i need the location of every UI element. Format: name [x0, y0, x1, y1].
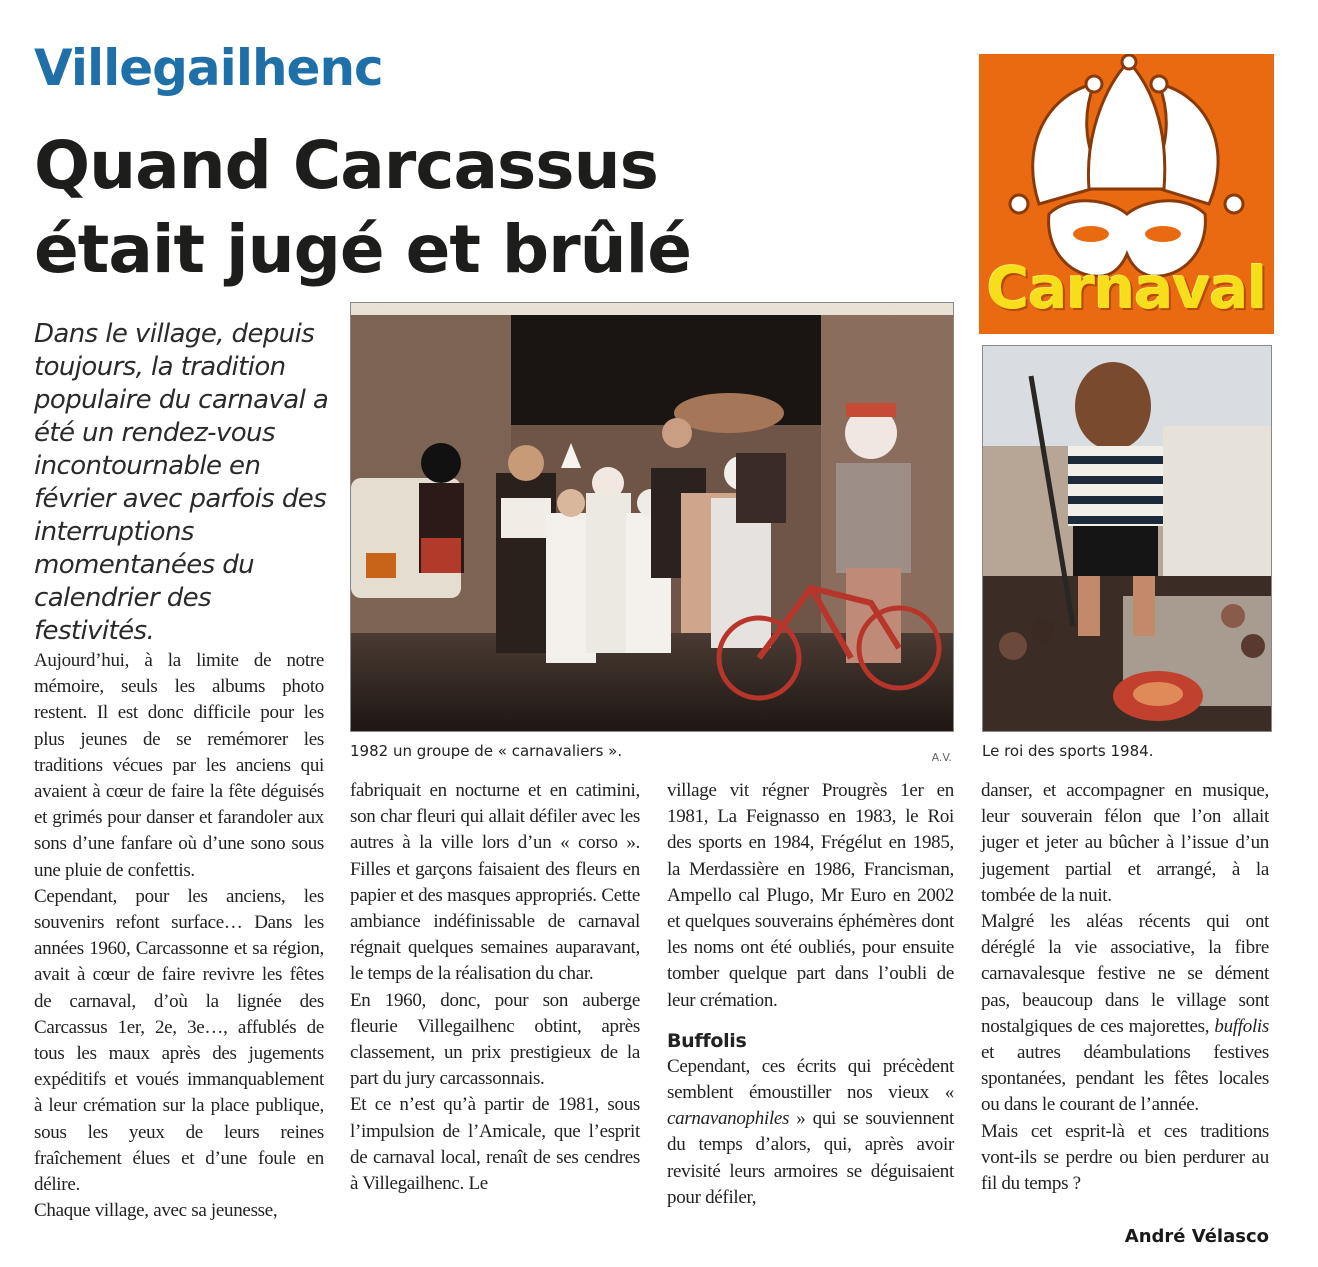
italic-term: carnavanophiles — [667, 1108, 790, 1130]
paragraph: Mais cet esprit-là et ces traditions vont-ils se perdre ou bien perdurer au fil du temps ? — [981, 1120, 1269, 1195]
article-column-1 — [34, 648, 324, 1224]
article-column-4 — [981, 778, 1269, 1197]
main-photo — [350, 302, 954, 732]
paragraph: Chaque village, avec sa jeunesse, — [34, 1200, 278, 1222]
headline-line-1: Quand Carcassus — [34, 127, 658, 204]
paragraph: Cependant, pour les anciens, les souvenirs refont surface… Dans les années 1960, Carcassonne et sa région, avait à cœur de faire revivre les fêtes de carnaval, d’où la lignée des Carcassus 1er, 2e, 3e…, affublés de tous les maux après des jugements expéditifs et voués immanquablement à leur crémation sur la place publique, sous les yeux de leurs reines fraîchement élues et d’une foule en délire. — [34, 885, 324, 1196]
paragraph: Et ce n’est qu’à partir de 1981, sous l’impulsion de l’Amicale, que l’esprit de carnaval local, renaît de ses cendres à Villegailhenc. Le — [350, 1094, 640, 1195]
main-photo-caption: 1982 un groupe de « carnavaliers ». — [350, 742, 623, 760]
text-run: » qui se souviennent du temps d’alors, qui, après avoir revisité leurs armoires se déguisaient pour défiler, — [667, 1108, 954, 1208]
headline-line-2: était jugé et brûlé — [34, 211, 692, 288]
paragraph: village vit régner Prougrès 1er en 1981, La Feignasso en 1983, le Roi des sports en 1984, Frégélut en 1985, la Merdassière en 1986, Francisman, Ampello cal Plugo, Mr Euro en 2002 et quelques souverains éphémères dont les noms ont été oubliés, pour ensuite tomber quelque part dans l’oubli de leur crémation. — [667, 780, 954, 1011]
text-run: Malgré les aléas récents qui ont déréglé la vie associative, la fibre carnavalesque festive ne se dément pas, beaucoup dans le village sont nostalgiques de ces majorettes, — [981, 911, 1269, 1037]
side-photo-image — [983, 346, 1271, 731]
article-column-3 — [667, 778, 954, 1211]
author-signature: André Vélasco — [1124, 1226, 1269, 1247]
main-photo-image — [351, 303, 953, 731]
headline — [34, 124, 714, 292]
paragraph: fabriquait en nocturne et en catimini, son char fleuri qui allait défiler avec les autres à la ville lors d’un « corso ». Filles et garçons faisaient des fleurs en papier et des masques appropriés. Cette ambiance indéfinissable de carnaval régnait quelques semaines auparavant, le temps de la réalisation du char. — [350, 780, 640, 985]
article-column-2 — [350, 778, 640, 1197]
carnaval-logo — [979, 54, 1274, 334]
italic-term: buffolis — [1214, 1015, 1269, 1037]
paragraph: danser, et accompagner en musique, leur souverain félon que l’on allait juger et jeter au bûcher à l’issue d’un jugement partial et arrangé, à la tombée de la nuit. — [981, 780, 1269, 906]
paragraph: En 1960, donc, pour son auberge fleurie Villegailhenc obtint, après classement, un prix prestigieux de la part du jury carcassonnais. — [350, 989, 640, 1090]
side-photo-caption: Le roi des sports 1984. — [982, 742, 1154, 760]
text-run: Cependant, ces écrits qui précèdent semblent émoustiller nos vieux « — [667, 1055, 954, 1104]
paragraph — [667, 1054, 954, 1211]
side-photo — [982, 345, 1272, 732]
paragraph: Aujourd’hui, à la limite de notre mémoire, seuls les albums photo restent. Il est donc difficile pour les plus jeunes de se remémorer les traditions vécues par les anciens qui avaient à cœur de faire la fête déguisés et grimés pour danser et farandoler aux sons d’une fanfare où d’une sono sous une pluie de confettis. — [34, 650, 324, 881]
main-photo-credit: A.V. — [931, 751, 952, 764]
article-lead: Dans le village, depuis toujours, la tradition populaire du carnaval a été un rendez-vous incontournable en février avec parfois des interruptions momentanées du calendrier des festivités. — [34, 319, 329, 646]
section-kicker: Villegailhenc — [34, 39, 383, 97]
text-run: et autres déambulations festives spontanées, pendant les fêtes locales ou dans le courant de l’année. — [981, 1042, 1269, 1116]
paragraph — [981, 909, 1269, 1119]
subheading: Buffolis — [667, 1029, 747, 1052]
carnaval-logo-word: Carnaval — [986, 254, 1267, 322]
